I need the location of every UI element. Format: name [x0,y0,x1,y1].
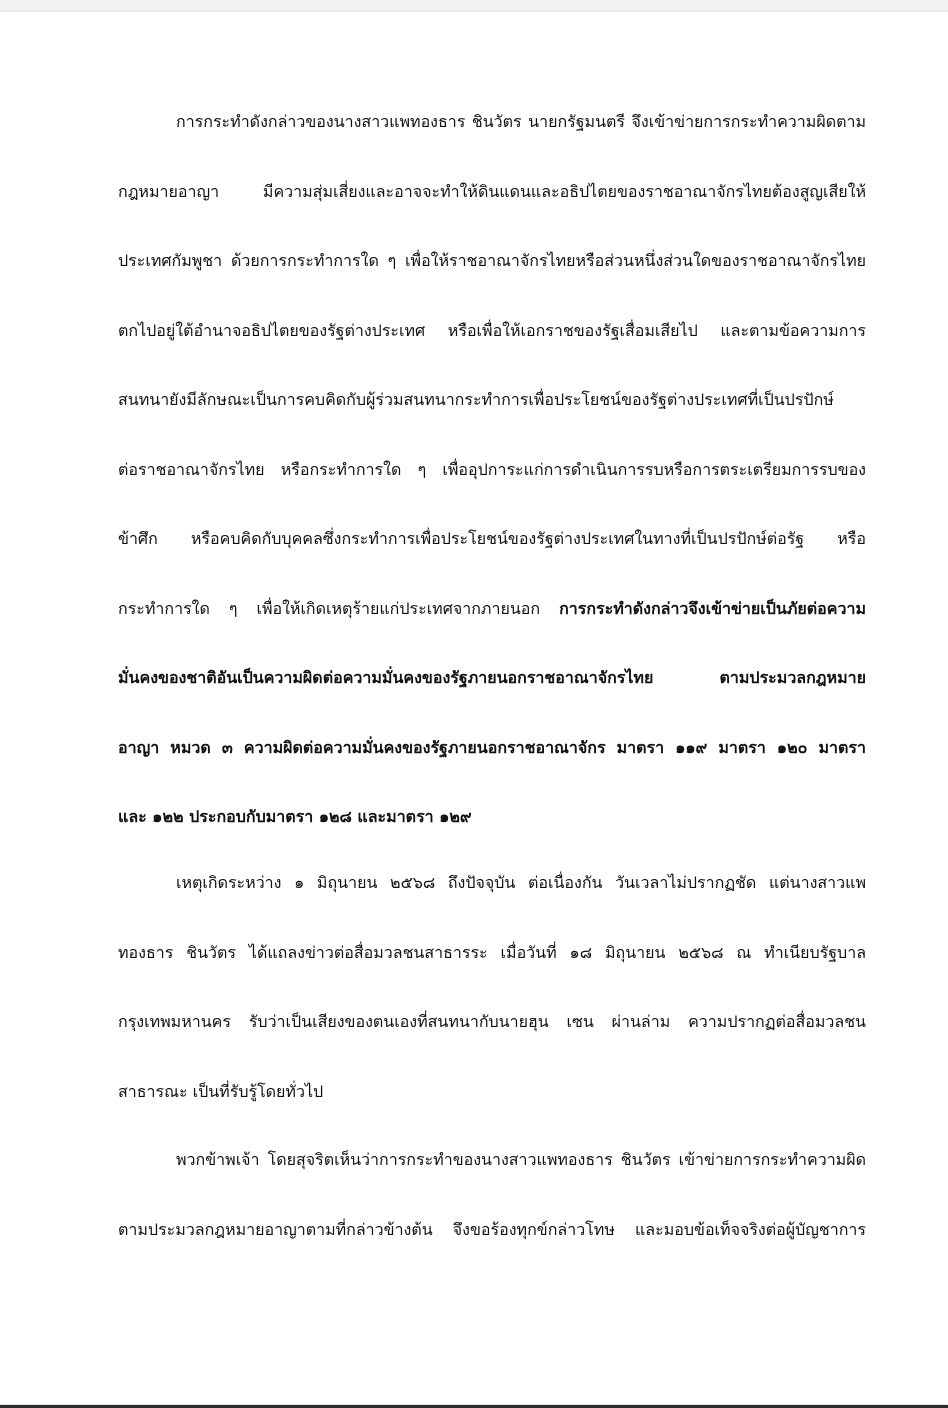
bold-text: มั่นคงของชาติอันเป็นความผิดต่อความมั่นคงของรัฐภายนอกราชอาณาจักรไทย ตามประมวลกฎหมาย [118,668,866,687]
paragraph-line [118,249,866,273]
paragraph-line [118,1010,866,1034]
line-text: กรุงเทพมหานคร รับว่าเป็นเสียงของตนเองที่สนทนากับนายฮุน เซน ผ่านล่าม ความปรากฏต่อสื่อมวลชน [118,1012,866,1031]
paragraph-line [118,597,866,621]
paragraph-line [118,319,866,343]
paragraph-line [118,527,866,551]
line-text: ตกไปอยู่ใต้อำนาจอธิปไตยของรัฐต่างประเทศ หรือเพื่อให้เอกราชของรัฐเสื่อมเสียไป และตามข้อความการ [118,321,866,340]
paragraph-line [118,736,866,760]
line-text: ประเทศกัมพูชา ด้วยการกระทำการใด ๆ เพื่อให้ราชอาณาจักรไทยหรือส่วนหนึ่งส่วนใดของราชอาณาจักรไทย [118,251,866,270]
paragraph-line [118,941,866,965]
line-text: สาธารณะ เป็นที่รับรู้โดยทั่วไป [118,1082,324,1101]
line-text: พวกข้าพเจ้า โดยสุจริตเห็นว่าการกระทำของนางสาวแพทองธาร ชินวัตร เข้าข่ายการกระทำความผิด [176,1150,866,1169]
bold-text: อาญา หมวด ๓ ความผิดต่อความมั่นคงของรัฐภายนอกราชอาณาจักร มาตรา ๑๑๙ มาตรา ๑๒๐ มาตรา [118,738,866,757]
bold-text: และ ๑๒๒ ประกอบกับมาตรา ๑๒๘ และมาตรา ๑๒๙ [118,807,472,826]
bold-text: การกระทำดังกล่าวจึงเข้าข่ายเป็นภัยต่อความ [559,599,866,618]
line-text: เหตุเกิดระหว่าง ๑ มิถุนายน ๒๕๖๘ ถึงปัจจุบัน ต่อเนื่องกัน วันเวลาไม่ปรากฏชัด แต่นางสาวแพ [176,873,866,892]
line-text: กระทำการใด ๆ เพื่อให้เกิดเหตุร้ายแก่ประเทศจากภายนอก [118,599,560,618]
paragraph-line [118,805,866,829]
paragraph-line [118,180,866,204]
line-text: การกระทำดังกล่าวของนางสาวแพทองธาร ชินวัตร นายกรัฐมนตรี จึงเข้าข่ายการกระทำความผิดตาม [176,112,866,131]
line-text: ข้าศึก หรือคบคิดกับบุคคลซึ่งกระทำการเพื่อประโยชน์ของรัฐต่างประเทศในทางที่เป็นปรปักษ์ต่อรัฐ หรือ [118,529,866,548]
paragraph-line [176,110,866,134]
paragraph-line [118,388,866,412]
line-text: ตามประมวลกฎหมายอาญาตามที่กล่าวข้างต้น จึงขอร้องทุกข์กล่าวโทษ และมอบข้อเท็จจริงต่อผู้บัญชาการ [118,1220,866,1239]
line-text: กฎหมายอาญา มีความสุ่มเสี่ยงและอาจจะทำให้ดินแดนและอธิปไตยของราชอาณาจักรไทยต้องสูญเสียให้ [118,182,866,201]
paragraph-line [176,871,866,895]
document-page [0,12,948,1404]
paragraph-line [118,458,866,482]
line-text: สนทนายังมีลักษณะเป็นการคบคิดกับผู้ร่วมสนทนากระทำการเพื่อประโยชน์ของรัฐต่างประเทศที่เป็นปรปักษ์ [118,390,834,409]
line-text: ทองธาร ชินวัตร ได้แถลงข่าวต่อสื่อมวลชนสาธารระ เมื่อวันที่ ๑๘ มิถุนายน ๒๕๖๘ ณ ทำเนียบรัฐบาล [118,943,866,962]
line-text: ต่อราชอาณาจักรไทย หรือกระทำการใด ๆ เพื่ออุปการะแก่การดำเนินการรบหรือการตระเตรียมการรบของ [118,460,866,479]
paragraph-line [118,1218,866,1242]
paragraph-line [176,1148,866,1172]
paragraph-line [118,666,866,690]
paragraph-line [118,1080,866,1104]
